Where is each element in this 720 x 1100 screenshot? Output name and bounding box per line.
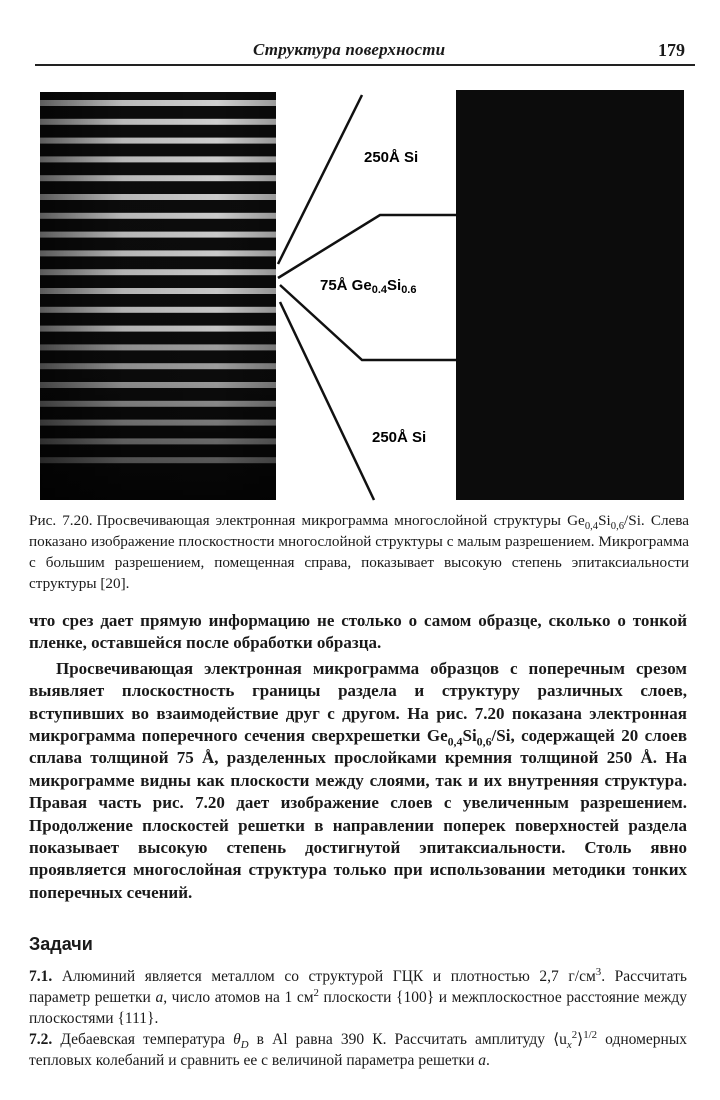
header-rule bbox=[35, 64, 695, 66]
connector-lower-mid bbox=[280, 285, 456, 360]
page-number: 179 bbox=[658, 40, 685, 60]
label-bottom-si: 250Å Si bbox=[372, 429, 427, 446]
problem-7-1: 7.1. Алюминий является металлом со структурой ГЦК и плотностью 2,7 $г/см^3$. Рассчитать параметр решетки a, число атомов на 1 $см^2$ плоскости {100} и межплоскостное расстояние между плоскостями {111}. bbox=[29, 965, 687, 1027]
problems-list bbox=[29, 966, 687, 1071]
high-res-micrograph bbox=[456, 90, 684, 500]
body-text bbox=[29, 610, 687, 904]
running-title: Структура поверхности bbox=[253, 40, 446, 59]
low-res-micrograph bbox=[40, 92, 276, 500]
micrograph-left-shade-v bbox=[40, 92, 276, 500]
page-header bbox=[35, 36, 695, 66]
problem-7-2: 7.2. Дебаевская температура $\theta_D$ в Al равна 390 К. Рассчитать амплитуду $⟨u_x^2⟩^{1/2}$ одномерных тепловых колебаний и сравнить ее с величиной параметра решетки a. bbox=[29, 1028, 688, 1069]
figure-caption: Рис. 7.20. Просвечивающая электронная микрограмма многослойной структуры $Ge_{0,4}Si_{0,6}/Si$. Слева показано изображение плоскостности многослойной структуры с малым разрешением. Микрограмма с большим разрешением, помещенная справа, показывает высокую степень эпитаксиальности структуры [20]. bbox=[29, 512, 689, 592]
label-gesi-layer: 75Å $Ge_{0.4}Si_{0.6}$ bbox=[320, 277, 417, 296]
figure-micrograph bbox=[0, 80, 720, 505]
connector-top bbox=[278, 95, 362, 264]
paragraph-2: Просвечивающая электронная микрограмма образцов с поперечным срезом выявляет плоскостность границы раздела и структуру различных слоев, вступивших во взаимодействие друг с другом. На рис. 7.20 показана электронная микрограмма поперечного сечения сверхрешетки $Ge_{0,4}Si_{0,6}/Si$, содержащей 20 слоев сплава толщиной 75 Å, разделенных прослойками кремния толщиной 250 Å. На микрограмме видны как плоскости между слоями, так и их внутренняя структура. Правая часть рис. 7.20 дает изображение слоев с увеличенным разрешением. Продолжение плоскостей решетки в направлении поперек поверхностей раздела показывает высокую степень достигнутой эпитаксиальности. Столь явно проявляется многослойная структура только при использовании методики тонких поперечных сечений. bbox=[29, 658, 687, 902]
connector-upper-mid bbox=[278, 215, 456, 278]
section-title: Задачи bbox=[29, 934, 93, 954]
label-top-si: 250Å Si bbox=[364, 149, 419, 166]
figure-label: Рис. 7.20. bbox=[29, 512, 93, 529]
connector-bottom bbox=[280, 302, 374, 500]
paragraph-1: что срез дает прямую информацию не столько о самом образце, сколько о тонкой пленке, оставшейся после обработки образца. bbox=[29, 611, 687, 653]
figure-svg bbox=[0, 80, 720, 505]
